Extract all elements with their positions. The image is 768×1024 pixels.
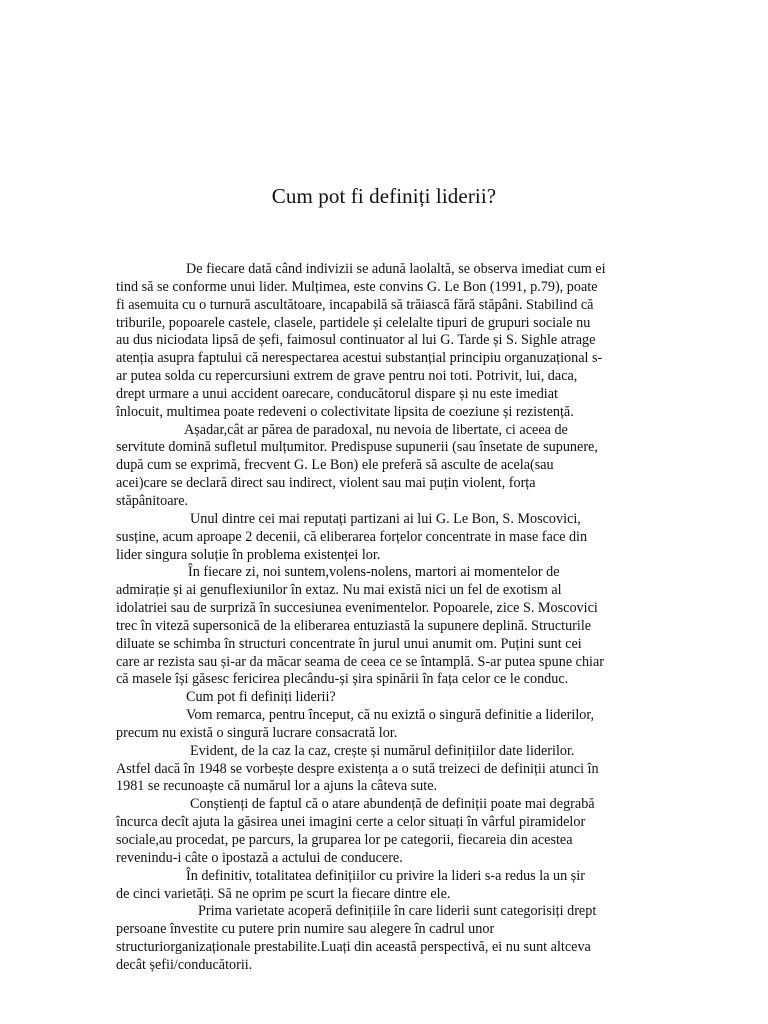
text-line: triburile, popoarele castele, clasele, partidele și celelalte tipuri de grupuri sociale nu — [116, 314, 591, 331]
text-line: acei)care se declară direct sau indirect, violent sau mai puțin violent, forța — [116, 475, 536, 492]
text-line: structuriorganizaționale prestabilite.Luați din această perspectivă, ei nu sunt altceva — [116, 939, 591, 956]
text-line: revenindu-i câte o ipostază a actului de conducere. — [116, 849, 403, 866]
text-line: Vom remarca, pentru început, că nu exiztă o singură definitie a liderilor, — [186, 707, 595, 724]
text-line: În definitiv, totalitatea definițiilor cu privire la lideri s-a redus la un șir — [186, 867, 585, 884]
text-line: Așadar,cât ar părea de paradoxal, nu nevoia de libertate, ci aceea de — [184, 421, 568, 438]
text-line: diluate se schimba în structuri concentrate în jurul unui anumit om. Puțini sunt cei — [116, 635, 582, 652]
text-line: servitute domină sufletul mulțumitor. Predispuse supunerii (sau însetate de supunere, — [116, 439, 598, 456]
text-line: În fiecare zi, noi suntem,volens-nolens, martori ai momentelor de — [188, 564, 560, 581]
text-line: încurca decît ajuta la găsirea unei imagini certe a celor situați în vârful piramidelor — [116, 814, 586, 831]
text-line: drept urmare a unui accident oarecare, conducătorul dispare și nu este imediat — [116, 385, 558, 402]
text-line: Cum pot fi definiți liderii? — [186, 689, 336, 706]
text-line: trec în viteză supersonică de la eliberarea entuziastă la supunere deplină. Structurile — [116, 617, 592, 634]
text-line: Prima varietate acoperă definițiile în care liderii sunt categorisiți drept — [198, 903, 597, 920]
text-line: susține, acum aproape 2 decenii, că eliberarea forțelor concentrate in mase face din — [116, 528, 588, 545]
text-line: idolatriei sau de surpriză în succesiunea evenimentelor. Popoarele, zice S. Moscovici — [116, 600, 598, 617]
text-line: fi asemuita cu o turnură ascultătoare, incapabilă să trăiască fără stăpâni. Stabilind că — [116, 296, 594, 313]
text-line: au dus niciodata lipsă de șefi, faimosul continuator al lui G. Tarde și S. Sighle atrage — [116, 332, 596, 349]
text-line: tind să se conforme unui lider. Mulțimea, este convins G. Le Bon (1991, p.79), poate — [116, 278, 598, 295]
text-line: admirație și ai genuflexiunilor în extaz. Nu mai există nici un fel de exotism al — [116, 582, 562, 599]
text-line: precum nu există o singură lucrare consacrată lor. — [116, 724, 398, 741]
text-line: că masele își găsesc fericirea plecându-și șira spinării în fața celor ce le conduc. — [116, 671, 569, 688]
text-line: 1981 se recunoaște că numărul lor a ajuns la câteva sute. — [116, 778, 438, 795]
text-line: de cinci varietăți. Să ne oprim pe scurt la fiecare dintre ele. — [116, 885, 451, 902]
text-line: stăpânitoare. — [116, 492, 189, 509]
text-line: persoane învestite cu putere prin numire sau alegere în cadrul unor — [116, 921, 495, 938]
text-line: Astfel dacă în 1948 se vorbește despre existența a o sută treizeci de definiții atunci în — [116, 760, 599, 777]
text-line: înlocuit, multimea poate redeveni o colectivitate lipsita de coeziune și rezistență. — [116, 403, 574, 420]
text-line: atenția asupra faptului că nerespectarea acestui substanțial principiu organuzațional s- — [116, 350, 603, 367]
text-line: De fiecare dată când indivizii se adună laolaltă, se observa imediat cum ei — [186, 261, 606, 277]
text-line: Unul dintre cei mai reputați partizani ai lui G. Le Bon, S. Moscovici, — [190, 510, 581, 527]
text-line: sociale,au procedat, pe parcurs, la gruparea lor pe categorii, fiecareia din acestea — [116, 832, 573, 848]
text-line: ar putea solda cu repercursiuni extrem de grave pentru noi toti. Potrivit, lui, daca, — [116, 368, 578, 385]
text-line: Evident, de la caz la caz, crește și numărul definițiilor date liderilor. — [190, 742, 575, 759]
document-title: Cum pot fi definiți liderii? — [271, 184, 497, 208]
text-line: lider singura soluție în problema existenței lor. — [116, 546, 381, 563]
text-line: care ar rezista sau și-ar da măcar seama de ceea ce se întamplă. S-ar putea spune chiar — [116, 653, 605, 670]
text-line: decât șefii/conducătorii. — [116, 956, 253, 973]
text-line: Conștienți de faptul că o atare abundență de definiții poate mai degrabă — [190, 796, 595, 813]
text-line: după cum se exprimă, frecvent G. Le Bon) ele preferă să asculte de acela(sau — [116, 457, 554, 474]
document-body — [116, 261, 654, 975]
